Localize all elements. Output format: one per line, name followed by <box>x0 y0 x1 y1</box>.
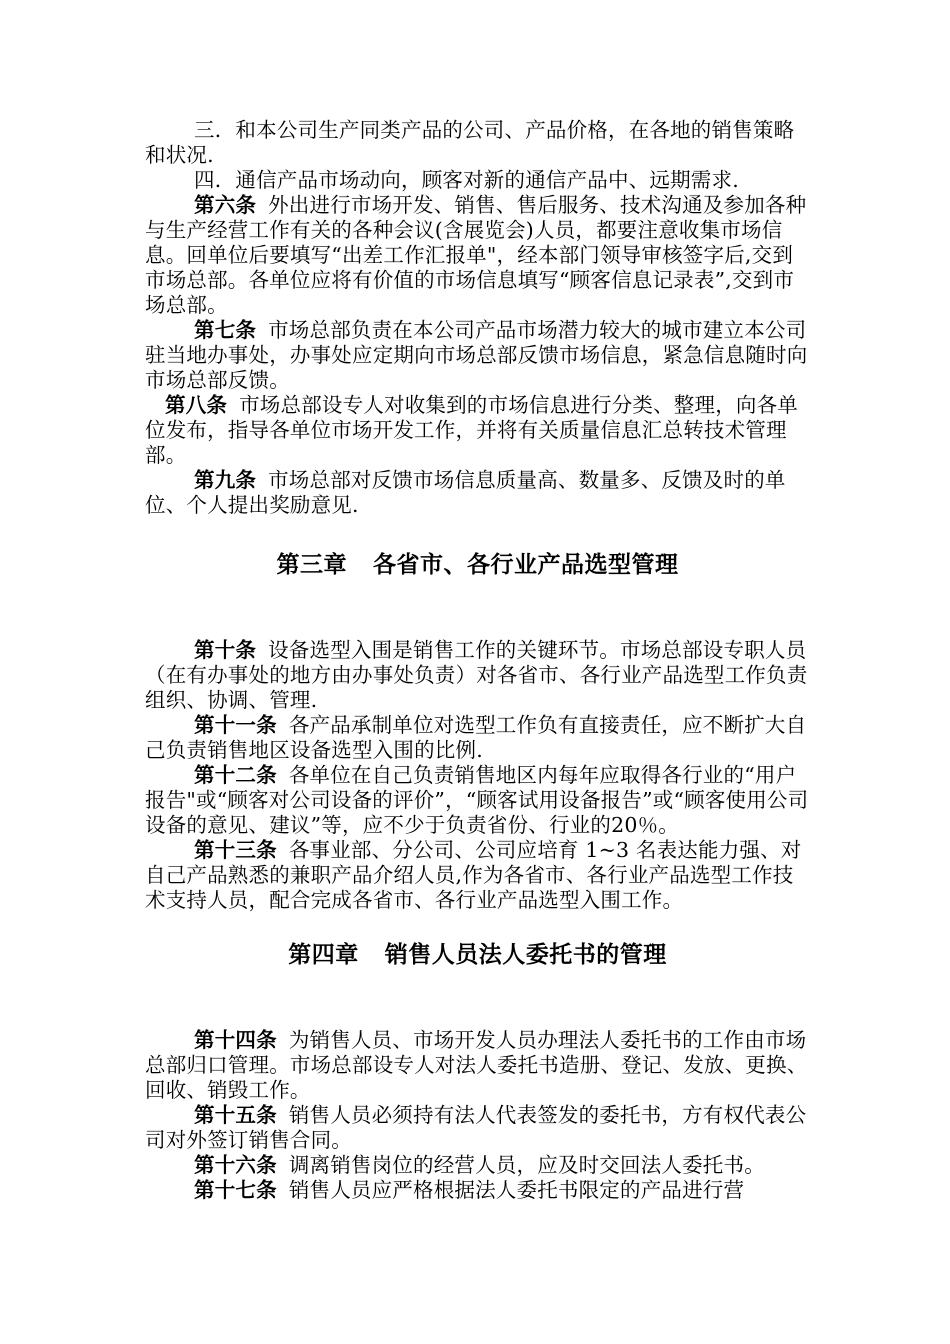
article-label: 第十二条 <box>194 763 277 787</box>
chapter-title: 销售人员法人委托书的管理 <box>384 942 667 968</box>
document-body <box>145 118 810 1203</box>
article-16 <box>145 1153 810 1178</box>
list-item-3 <box>145 118 810 168</box>
article-label: 第十三条 <box>194 838 277 862</box>
article-6 <box>145 193 810 318</box>
article-10 <box>145 638 810 713</box>
paragraph-text: 三．和本公司生产同类产品的公司、产品价格，在各地的销售策略和状况. <box>145 118 795 167</box>
article-12 <box>145 763 810 838</box>
article-text: 为销售人员、市场开发人员办理法人委托书的工作由市场总部归口管理。市场总部设专人对法人委托书造册、登记、发放、更换、回收、销毁工作。 <box>145 1028 808 1102</box>
article-label: 第九条 <box>194 468 257 492</box>
article-text: 调离销售岗位的经营人员，应及时交回法人委托书。 <box>288 1153 765 1177</box>
article-9 <box>145 468 810 518</box>
article-14 <box>145 1028 810 1103</box>
article-text: 市场总部对反馈市场信息质量高、数量多、反馈及时的单位、个人提出奖励意见. <box>145 468 786 517</box>
article-label: 第十一条 <box>194 713 277 737</box>
article-label: 第七条 <box>194 318 257 342</box>
article-text: 销售人员必须持有法人代表签发的委托书，方有权代表公司对外签订销售合同。 <box>145 1103 807 1152</box>
article-text: 各单位在自己负责销售地区内每年应取得各行业的“用户报告"或“顾客对公司设备的评价”，“顾客试用设备报告”或“顾客使用公司设备的意见、建议”等，应不少于负责省份、行业的20％。 <box>145 763 809 837</box>
chapter-4-heading <box>145 941 810 969</box>
article-label: 第十四条 <box>194 1028 277 1052</box>
chapter-number: 第三章 <box>276 552 347 578</box>
article-label: 第十五条 <box>194 1103 277 1127</box>
article-label: 第十七条 <box>194 1178 277 1202</box>
article-text: 各产品承制单位对选型工作负有直接责任，应不断扩大自己负责销售地区设备选型入围的比例. <box>145 713 807 762</box>
chapter-3-heading <box>145 551 810 579</box>
list-item-4 <box>145 168 810 193</box>
article-text: 各事业部、分公司、公司应培育 1~3 名表达能力强、对自己产品熟悉的兼职产品介绍人员,作为各省市、各行业产品选型工作技术支持人员，配合完成各省市、各行业产品选型入围工作。 <box>145 838 802 912</box>
chapter-number: 第四章 <box>288 942 359 968</box>
article-text: 市场总部设专人对收集到的市场信息进行分类、整理，向各单位发布，指导各单位市场开发工作，并将有关质量信息汇总转技术管理部。 <box>145 393 799 467</box>
article-text: 市场总部负责在本公司产品市场潜力较大的城市建立本公司驻当地办事处，办事处应定期向市场总部反馈市场信息，紧急信息随时向市场总部反馈。 <box>145 318 808 392</box>
article-label: 第十六条 <box>194 1153 277 1177</box>
article-label: 第六条 <box>194 193 257 217</box>
article-11 <box>145 713 810 763</box>
article-17 <box>145 1178 810 1203</box>
article-text: 设备选型入围是销售工作的关键环节。市场总部设专职人员（在有办事处的地方由办事处负责）对各省市、各行业产品选型工作负责组织、协调、管理. <box>145 638 808 712</box>
article-label: 第十条 <box>194 638 257 662</box>
article-8 <box>145 393 810 468</box>
article-13 <box>145 838 810 913</box>
article-text: 销售人员应严格根据法人委托书限定的产品进行营 <box>288 1178 745 1202</box>
article-15 <box>145 1103 810 1153</box>
article-text: 外出进行市场开发、销售、售后服务、技术沟通及参加各种与生产经营工作有关的各种会议(含展览会)人员，都要注意收集市场信息。回单位后要填写“出差工作汇报单"，经本部门领导审核签字后,交到市场总部。各单位应将有价值的市场信息填写“顾客信息记录表”,交到市场总部。 <box>145 193 807 317</box>
paragraph-text: 四．通信产品市场动向，顾客对新的通信产品中、远期需求. <box>194 168 739 192</box>
article-7 <box>145 318 810 393</box>
article-label: 第八条 <box>165 393 228 417</box>
chapter-title: 各省市、各行业产品选型管理 <box>373 552 679 578</box>
